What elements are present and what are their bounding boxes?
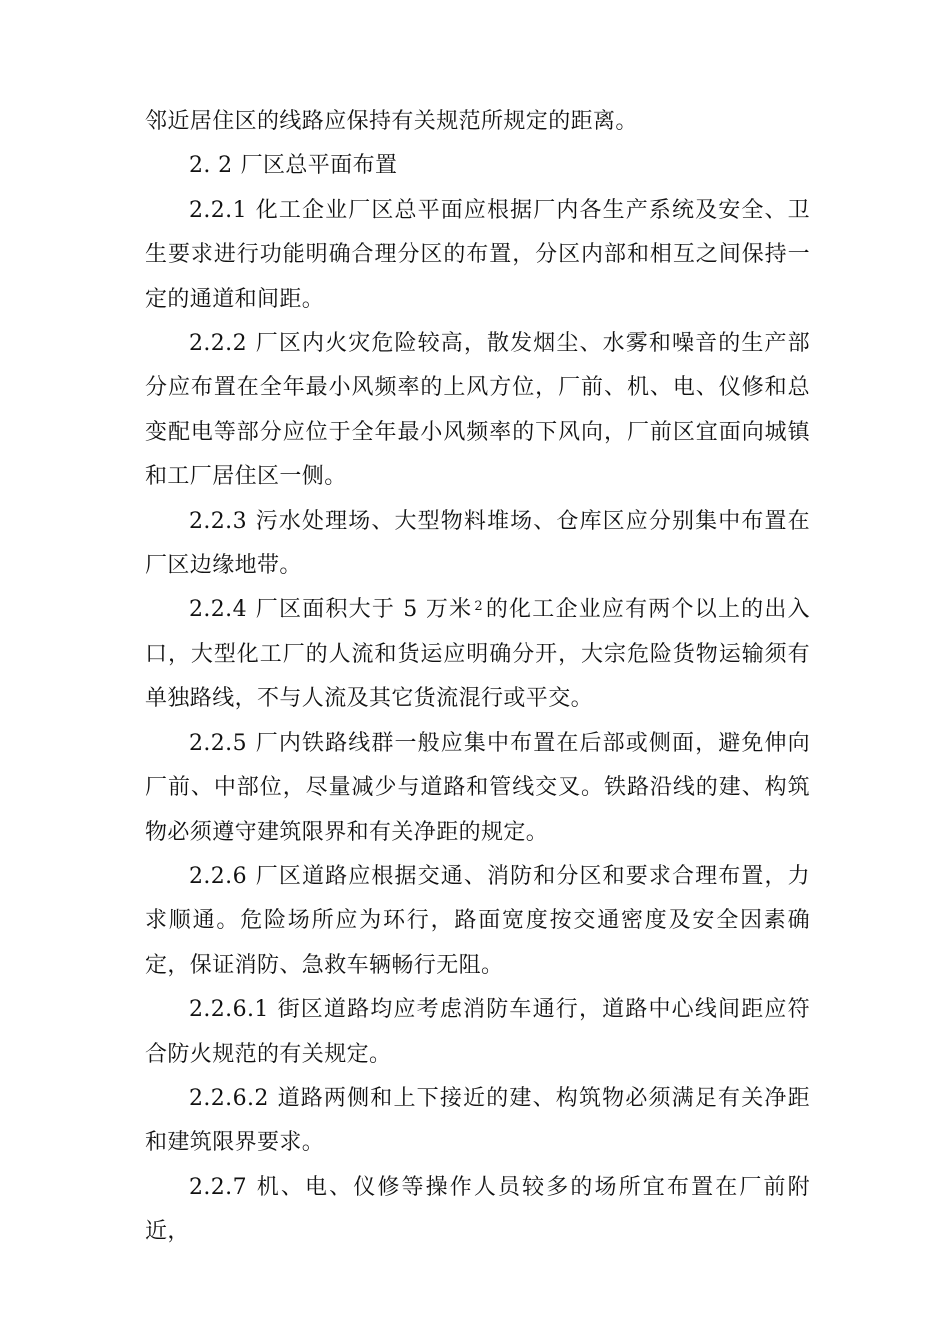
clause-2-2-6-2 — [145, 1077, 810, 1166]
clause-2-2-6 — [145, 855, 810, 988]
clause-text-before: 厂区面积大于 5 万米 — [254, 597, 473, 623]
clause-text: 化工企业厂区总平面应根据厂内各生产系统及安全、卫生要求进行功能明确合理分区的布置，分区内部和相互之间保持一定的通道和间距。 — [145, 197, 810, 312]
clause-number: 2.2.6 — [189, 863, 247, 889]
clause-number: 2.2.5 — [189, 730, 247, 756]
clause-text: 厂区道路应根据交通、消防和分区和要求合理布置，力求顺通。危险场所应为环行，路面宽度按交通密度及安全因素确定，保证消防、急救车辆畅行无阻。 — [145, 863, 810, 978]
clause-2-2-5 — [145, 722, 810, 855]
clause-2-2-4 — [145, 588, 810, 721]
clause-text: 道路两侧和上下接近的建、构筑物必须满足有关净距和建筑限界要求。 — [145, 1085, 810, 1156]
paragraph-continuation — [145, 100, 810, 144]
clause-number: 2.2.6.1 — [189, 997, 269, 1023]
clause-number: 2.2.2 — [189, 331, 247, 357]
superscript-exponent: 2 — [474, 599, 483, 615]
document-body — [145, 100, 810, 1255]
clause-2-2-3 — [145, 500, 810, 589]
paragraph-text: 邻近居住区的线路应保持有关规范所规定的距离。 — [145, 109, 638, 134]
clause-text: 污水处理场、大型物料堆场、仓库区应分别集中布置在厂区边缘地带。 — [145, 508, 810, 579]
section-heading — [145, 144, 810, 188]
clause-2-2-7 — [145, 1166, 810, 1255]
clause-text: 厂区内火灾危险较高，散发烟尘、水雾和噪音的生产部分应布置在全年最小风频率的上风方位，厂前、机、电、仪修和总变配电等部分应位于全年最小风频率的下风向，厂前区宜面向城镇和工厂居住区一侧。 — [145, 331, 810, 490]
clause-number: 2.2.3 — [189, 508, 247, 534]
clause-number: 2.2.7 — [189, 1174, 247, 1200]
section-title: 厂区总平面布置 — [240, 153, 398, 179]
clause-2-2-6-1 — [145, 988, 810, 1077]
clause-text: 厂内铁路线群一般应集中布置在后部或侧面，避免伸向厂前、中部位，尽量减少与道路和管线交叉。铁路沿线的建、构筑物必须遵守建筑限界和有关净距的规定。 — [145, 730, 810, 845]
clause-text: 机、电、仪修等操作人员较多的场所宜布置在厂前附近， — [145, 1174, 810, 1245]
clause-2-2-2 — [145, 322, 810, 500]
clause-number: 2.2.6.2 — [189, 1085, 269, 1111]
clause-2-2-1 — [145, 189, 810, 322]
clause-text: 街区道路均应考虑消防车通行，道路中心线间距应符合防火规范的有关规定。 — [145, 997, 810, 1067]
clause-number: 2.2.4 — [189, 597, 247, 623]
section-number: 2. 2 — [189, 153, 233, 179]
clause-text-after: 的化工企业应有两个以上的出入口，大型化工厂的人流和货运应明确分开，大宗危险货物运输须有单独路线，不与人流及其它货流混行或平交。 — [145, 597, 810, 712]
clause-number: 2.2.1 — [189, 197, 247, 223]
